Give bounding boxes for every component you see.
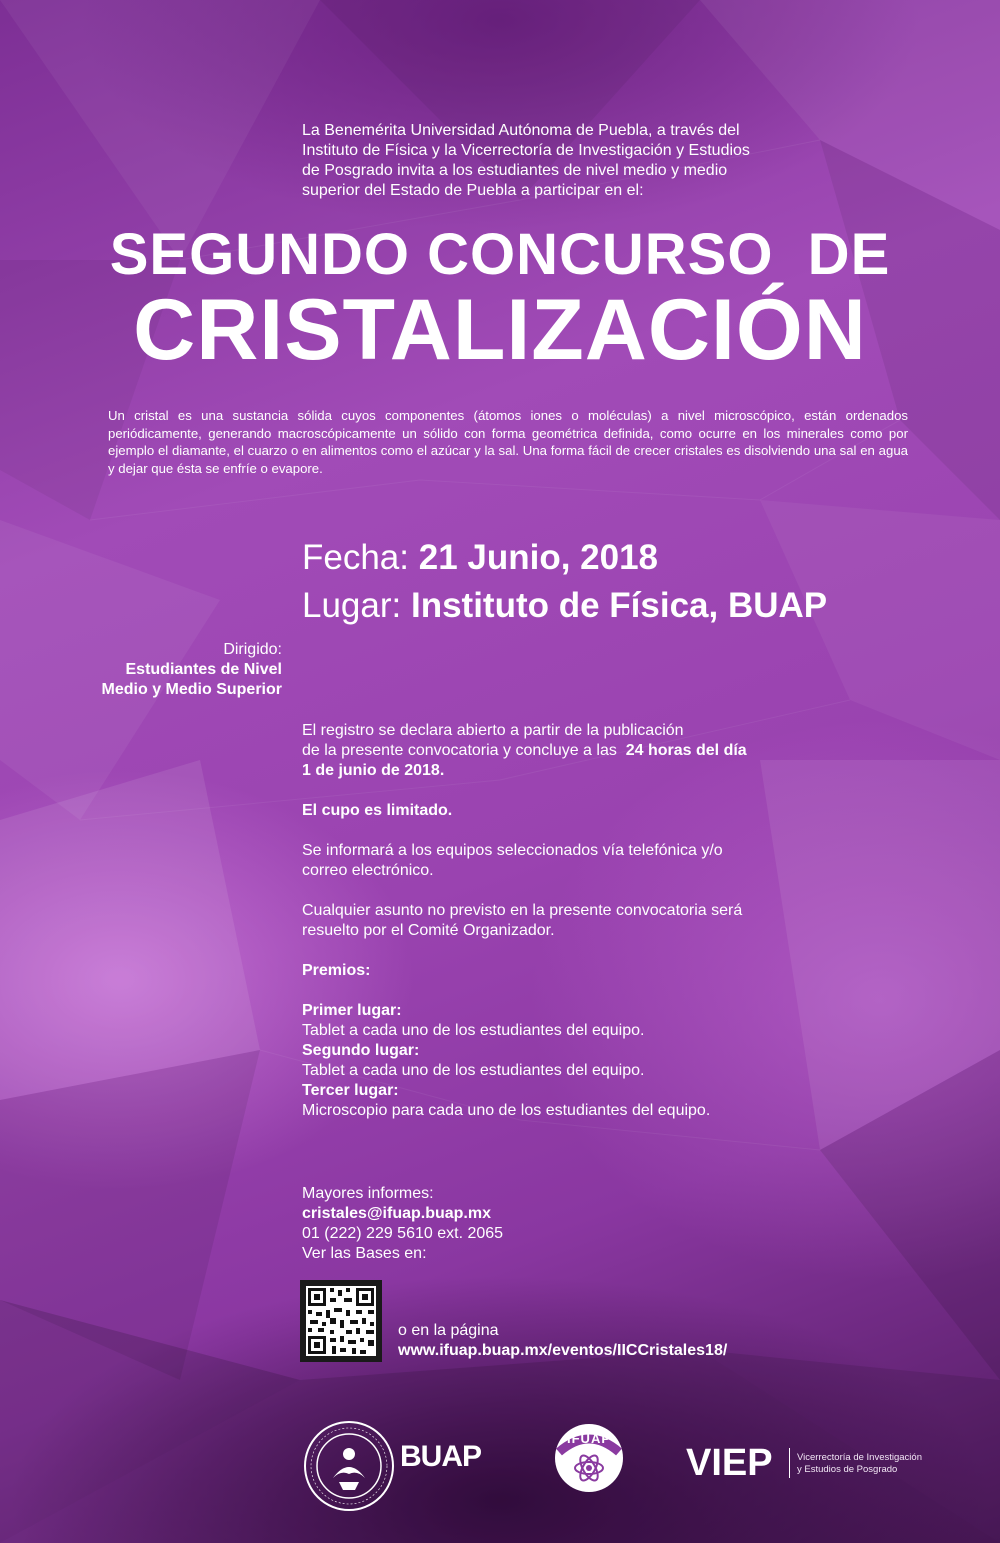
- other-line: Cualquier asunto no previsto en la presente convocatoria será: [302, 902, 743, 919]
- intro-paragraph: [302, 121, 812, 201]
- inform-line: Se informará a los equipos seleccionados vía telefónica y/o: [302, 842, 723, 859]
- crystal-description: Un cristal es una sustancia sólida cuyos componentes (átomos iones o moléculas) a nivel microscópico, están ordenados periódicamente, generando macroscópicamente un sólido con forma geométrica definida, como ocurre en los minerales como por ejemplo el diamante, el cuarzo o en alimentos como el azúcar y la sal. Una forma fácil de crecer cristales es disolviendo una sal en agua y dejar que ésta se enfríe o evapore.: [108, 408, 908, 476]
- web-block: [398, 1321, 727, 1361]
- registration-line: El registro se declara abierto a partir de la publicación: [302, 722, 684, 739]
- limited-text: El cupo es limitado.: [302, 802, 453, 819]
- prize-place: Tercer lugar:: [302, 1082, 399, 1099]
- place-value: Instituto de Física, BUAP: [410, 586, 828, 625]
- buap-logo-text: BUAP: [400, 1440, 482, 1473]
- other-paragraph: [302, 901, 822, 941]
- registration-deadline: 24 horas del día: [625, 742, 747, 759]
- prize-description: Tablet a cada uno de los estudiantes del equipo.: [302, 1022, 645, 1039]
- title-line-1: SEGUNDO CONCURSO DE: [109, 222, 891, 287]
- web-label: o en la página: [398, 1322, 499, 1339]
- intro-line: La Benemérita Universidad Autónoma de Puebla, a través del: [302, 122, 740, 139]
- intro-line: superior del Estado de Puebla a participar en el:: [302, 182, 644, 199]
- registration-line: de la presente convocatoria y concluye a las: [302, 742, 626, 759]
- prize-description: Tablet a cada uno de los estudiantes del equipo.: [302, 1062, 645, 1079]
- conditions-block: [302, 721, 822, 1121]
- qr-code[interactable]: [300, 1280, 382, 1362]
- contact-label: Mayores informes:: [302, 1185, 434, 1202]
- registration-deadline-date: 1 de junio de 2018.: [302, 762, 445, 779]
- prize-place: Segundo lugar:: [302, 1042, 420, 1059]
- viep-subtitle: [797, 1452, 922, 1476]
- viep-subtitle-line: Vicerrectoría de Investigación: [797, 1452, 922, 1463]
- bases-label: Ver las Bases en:: [302, 1245, 427, 1262]
- web-url[interactable]: www.ifuap.buap.mx/eventos/IICCristales18/: [398, 1342, 728, 1359]
- contact-block: [302, 1184, 702, 1264]
- prizes-heading-text: Premios:: [302, 962, 371, 979]
- registration-paragraph: [302, 721, 822, 781]
- intro-line: de Posgrado invita a los estudiantes de nivel medio y medio: [302, 162, 728, 179]
- viep-divider: [789, 1448, 790, 1478]
- date-label: Fecha:: [302, 538, 409, 577]
- viep-subtitle-line: y Estudios de Posgrado: [797, 1464, 898, 1475]
- viep-logo-text: VIEP: [686, 1442, 773, 1484]
- audience-line: Estudiantes de Nivel: [125, 661, 282, 678]
- date-value: 21 Junio, 2018: [418, 538, 659, 577]
- prizes-heading: [302, 961, 822, 981]
- ifuap-seal: [553, 1422, 625, 1494]
- buap-seal: [303, 1420, 395, 1512]
- prize-description: Microscopio para cada uno de los estudiantes del equipo.: [302, 1102, 711, 1119]
- inform-paragraph: [302, 841, 822, 881]
- audience-block: [60, 640, 282, 700]
- inform-line: correo electrónico.: [302, 862, 434, 879]
- contact-email[interactable]: cristales@ifuap.buap.mx: [302, 1205, 491, 1222]
- contact-phone: 01 (222) 229 5610 ext. 2065: [302, 1225, 504, 1242]
- prize-place: Primer lugar:: [302, 1002, 402, 1019]
- audience-label: Dirigido:: [223, 641, 282, 658]
- event-place: [302, 584, 827, 628]
- intro-line: Instituto de Física y la Vicerrectoría de Investigación y Estudios: [302, 142, 750, 159]
- place-label: Lugar:: [302, 586, 402, 625]
- limited-notice: [302, 801, 822, 821]
- prize-list: [302, 1001, 822, 1121]
- ifuap-logo-text: IFUAP: [567, 1431, 611, 1446]
- audience-line: Medio y Medio Superior: [101, 681, 282, 698]
- event-date: [302, 536, 658, 580]
- title-line-2: CRISTALIZACIÓN: [133, 282, 867, 378]
- other-line: resuelto por el Comité Organizador.: [302, 922, 555, 939]
